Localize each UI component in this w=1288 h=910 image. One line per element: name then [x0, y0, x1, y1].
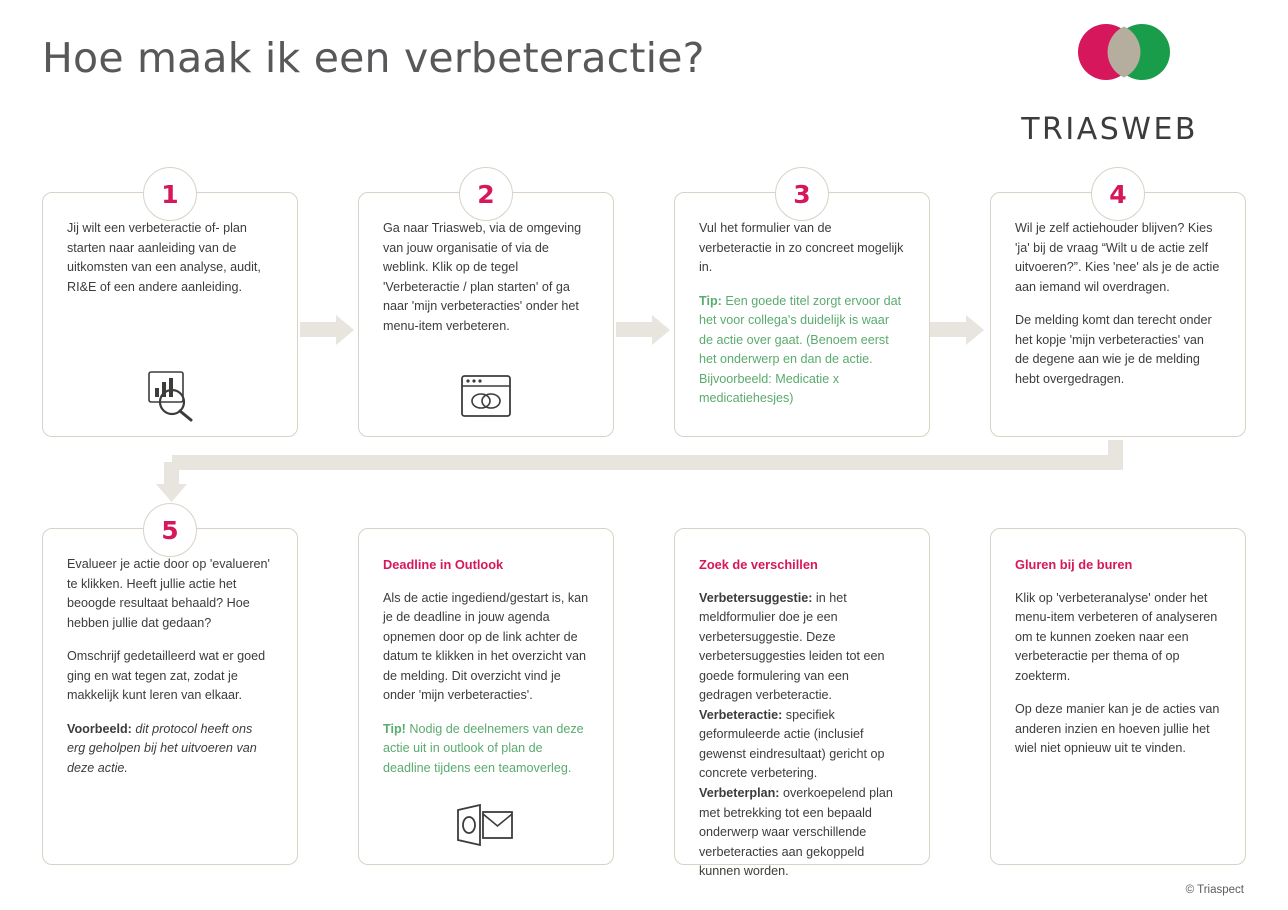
outlook-icon [359, 800, 613, 850]
step-4-paragraph-1: Wil je zelf actiehouder blijven? Kies 'ja' bij de vraag “Wilt u de actie zelf uitvoeren?”. Kies 'nee' als je de actie aan iemand wil overdragen. [1015, 221, 1220, 294]
step-card-1 [42, 179, 298, 437]
info-card-zoek-term-3-text: overkoepelend plan met betrekking tot een bepaald onderwerp waar verschillende verbeteracties aan gekoppeld kunnen worden. [699, 785, 893, 879]
step-number-3: 3 [775, 167, 829, 221]
info-card-zoek-term-3-label: Verbeterplan: [699, 785, 780, 800]
step-3-paragraph: Vul het formulier van de verbeteractie in zo concreet mogelijk in. [699, 221, 904, 275]
step-card-3-body [675, 193, 929, 427]
step-5-example-label: Voorbeeld: [67, 721, 132, 736]
info-card-zoek-term-2 [699, 706, 905, 784]
step-card-2 [358, 179, 614, 437]
info-card-deadline-tip [383, 720, 589, 779]
step-2-paragraph: Ga naar Triasweb, via de omgeving van jouw organisatie of via de weblink. Klik op de tegel 'Verbeteractie / plan starten' of ga naar 'mijn verbeteracties' onder het menu-item verbeteren. [383, 221, 582, 333]
copyright-notice: © Triaspect [1185, 884, 1244, 896]
info-card-gluren-bij-de-buren [990, 528, 1246, 865]
info-card-gluren-title: Gluren bij de buren [1015, 557, 1133, 572]
step-card-4 [990, 179, 1246, 437]
step-5-example [67, 720, 273, 779]
info-card-gluren-paragraph-2: Op deze manier kan je de acties van anderen inzien en hoeven jullie het wiel niet opnieuw uit te vinden. [1015, 702, 1220, 756]
connector-row-bridge [172, 455, 1123, 470]
step-4-paragraph-2: De melding komt dan terecht onder het kopje 'mijn verbeteracties' van de degene aan wie je de melding hebt overgedragen. [1015, 313, 1212, 386]
info-card-deadline-paragraph: Als de actie ingediend/gestart is, kan je de deadline in jouw agenda opnemen door op de link achter de datum te klikken in het overzicht van de melding. Dit overzicht vind je onder 'mijn verbeteracties'. [383, 590, 589, 703]
step-card-3 [674, 179, 930, 437]
chart-magnifier-icon [43, 366, 297, 422]
info-card-zoek-term-3 [699, 784, 905, 882]
info-card-zoek-term-2-label: Verbeteractie: [699, 707, 783, 722]
step-number-2: 2 [459, 167, 513, 221]
step-5-example-text: dit protocol heeft ons erg geholpen bij het uitvoeren van deze actie. [67, 721, 257, 775]
step-number-5: 5 [143, 503, 197, 557]
triasweb-wordmark: TRIASWEB [1021, 112, 1198, 147]
info-card-zoek-term-1-text: in het meldformulier doe je een verbetersuggestie. Deze verbetersuggesties leiden tot een goede formulering van een gedragen verbeteractie. [699, 590, 885, 703]
step-card-5 [42, 515, 298, 865]
info-card-deadline-in-outlook [358, 528, 614, 865]
step-3-tip [699, 292, 905, 409]
page-title: Hoe maak ik een verbeteractie? [42, 34, 705, 82]
info-card-deadline-tip-label: Tip! [383, 721, 406, 736]
step-card-5-body [43, 529, 297, 796]
step-1-paragraph: Jij wilt een verbeteractie of- plan starten naar aanleiding van de uitkomsten van een analyse, audit, RI&E of een andere aanleiding. [67, 221, 261, 294]
info-card-deadline-tip-text: Nodig de deelnemers van deze actie uit in outlook of plan de deadline tijdens een teamoverleg. [383, 721, 584, 775]
info-card-zoek-term-1-label: Verbetersuggestie: [699, 590, 813, 605]
arrow-head-3-4 [966, 315, 984, 345]
step-3-tip-text: Een goede titel zorgt ervoor dat het voor collega's duidelijk is waar de actie over gaat. (Benoem eerst het onderwerp en dan de actie. Bijvoorbeeld: Medicatie x medicatiehesjes) [699, 293, 902, 406]
info-card-zoek-term-2-text: specifiek geformuleerde actie (inclusief gewenst eindresultaat) gericht op concrete verbetering. [699, 707, 885, 781]
step-5-paragraph-2: Omschrijf gedetailleerd wat er goed ging en wat tegen zat, zodat je makkelijk kunt leren van elkaar. [67, 649, 266, 703]
info-card-zoek-term-1 [699, 589, 905, 706]
step-5-paragraph-1: Evalueer je actie door op 'evalueren' te klikken. Heeft jullie actie het beoogde resultaat behaald? Hoe hebben jullie dat gedaan? [67, 557, 270, 630]
triasweb-logo [1021, 22, 1242, 147]
triasweb-logo-mark [1064, 22, 1184, 94]
info-card-gluren-paragraph-1: Klik op 'verbeteranalyse' onder het menu-item verbeteren of analyseren om te kunnen zoeken naar een verbeteractie per thema of op zoekterm. [1015, 590, 1218, 683]
info-card-deadline-title: Deadline in Outlook [383, 557, 504, 572]
info-card-gluren-body [991, 529, 1245, 777]
arrow-head-1-2 [336, 315, 354, 345]
browser-window-icon [359, 370, 613, 422]
info-card-zoek-body [675, 529, 929, 900]
step-number-4: 4 [1091, 167, 1145, 221]
info-card-zoek-title: Zoek de verschillen [699, 557, 818, 572]
info-card-deadline-body [359, 529, 613, 796]
step-3-tip-label: Tip: [699, 293, 722, 308]
arrow-head-2-3 [652, 315, 670, 345]
step-card-4-body [991, 193, 1245, 407]
info-card-zoek-de-verschillen [674, 528, 930, 879]
step-number-1: 1 [143, 167, 197, 221]
arrow-head-to-5 [156, 484, 187, 502]
